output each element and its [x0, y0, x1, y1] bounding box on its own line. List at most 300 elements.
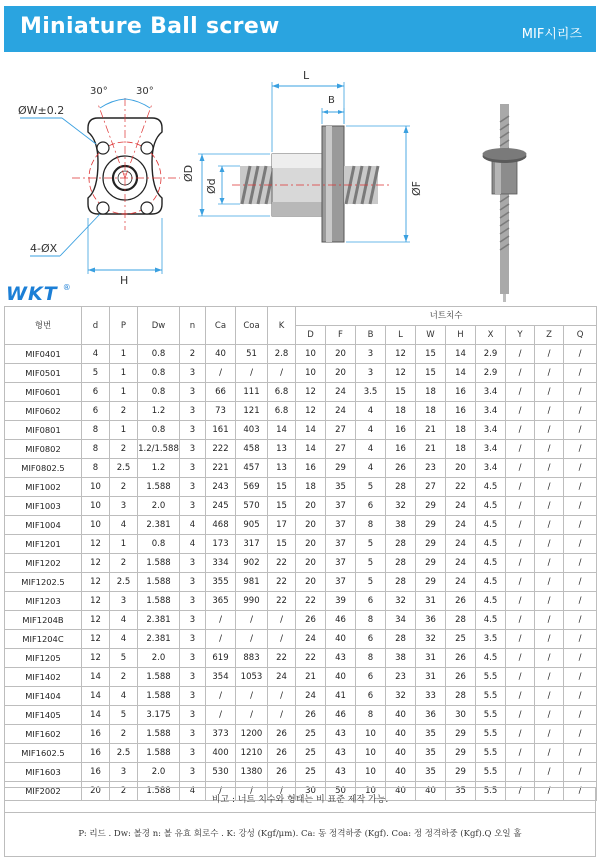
table-cell: 14 — [82, 687, 110, 706]
table-cell: 0.8 — [138, 383, 180, 402]
table-row — [5, 687, 597, 706]
table-cell: 31 — [416, 649, 446, 668]
col-header-model: 형번 — [5, 307, 82, 345]
table-cell: 2 — [110, 554, 138, 573]
table-cell: 28 — [386, 535, 416, 554]
col-header: Y — [506, 326, 535, 345]
model-cell: MIF0802.5 — [5, 459, 82, 478]
table-cell: 1.588 — [138, 744, 180, 763]
table-cell: 13 — [268, 459, 296, 478]
table-cell: 245 — [206, 497, 236, 516]
table-row — [5, 459, 597, 478]
table-cell: 6 — [356, 687, 386, 706]
table-cell: 16 — [82, 744, 110, 763]
col-header: X — [476, 326, 506, 345]
table-header — [5, 307, 597, 345]
table-cell: 22 — [268, 554, 296, 573]
table-cell: 25 — [296, 744, 326, 763]
table-cell: 14 — [296, 421, 326, 440]
table-cell: / — [506, 459, 535, 478]
table-cell: / — [535, 383, 564, 402]
table-cell: 20 — [296, 535, 326, 554]
table-cell: 20 — [296, 516, 326, 535]
table-row — [5, 668, 597, 687]
col-header: d — [82, 307, 110, 345]
table-cell: 33 — [416, 687, 446, 706]
table-cell: 40 — [386, 706, 416, 725]
table-row — [5, 516, 597, 535]
table-cell: 4 — [180, 782, 206, 801]
mounting-hole — [97, 202, 109, 214]
table-cell: 35 — [416, 763, 446, 782]
model-cell: MIF1201 — [5, 535, 82, 554]
flange-width-label: B — [328, 95, 335, 106]
table-cell: 27 — [326, 421, 356, 440]
table-cell: 0.8 — [138, 364, 180, 383]
table-cell: 10 — [356, 725, 386, 744]
table-cell: / — [564, 782, 597, 801]
table-cell: 66 — [206, 383, 236, 402]
table-cell: / — [206, 706, 236, 725]
table-cell: / — [564, 421, 597, 440]
table-cell: / — [506, 687, 535, 706]
table-cell: 468 — [206, 516, 236, 535]
table-cell: 3.4 — [476, 421, 506, 440]
table-cell: 20 — [446, 459, 476, 478]
table-cell: / — [564, 516, 597, 535]
table-cell: 28 — [386, 573, 416, 592]
table-row — [5, 383, 597, 402]
table-cell: 8 — [356, 649, 386, 668]
table-cell: 26 — [296, 611, 326, 630]
table-cell: / — [535, 459, 564, 478]
table-row — [5, 573, 597, 592]
table-cell: 34 — [386, 611, 416, 630]
table-cell: / — [506, 649, 535, 668]
table-cell: 15 — [416, 364, 446, 383]
brand-logo — [6, 283, 86, 305]
page-title: Miniature Ball screw — [20, 14, 280, 39]
table-cell: 5 — [110, 649, 138, 668]
title-banner — [4, 6, 596, 52]
table-cell: 12 — [386, 364, 416, 383]
table-cell: 35 — [446, 782, 476, 801]
table-cell: / — [506, 535, 535, 554]
spec-table — [4, 306, 597, 801]
table-cell: 18 — [446, 421, 476, 440]
table-row — [5, 611, 597, 630]
col-header: F — [326, 326, 356, 345]
table-cell: 3 — [180, 668, 206, 687]
table-cell: / — [506, 668, 535, 687]
model-cell: MIF0601 — [5, 383, 82, 402]
table-cell: / — [535, 725, 564, 744]
model-cell: MIF1602.5 — [5, 744, 82, 763]
table-cell: / — [236, 706, 268, 725]
table-cell: / — [535, 782, 564, 801]
table-cell: 1 — [110, 345, 138, 364]
table-cell: / — [564, 630, 597, 649]
table-cell: / — [535, 573, 564, 592]
table-cell: 40 — [326, 668, 356, 687]
table-cell: 8 — [356, 706, 386, 725]
table-cell: 29 — [326, 459, 356, 478]
table-cell: 46 — [326, 611, 356, 630]
table-cell: 2.8 — [268, 345, 296, 364]
table-cell: 21 — [416, 421, 446, 440]
table-cell: 10 — [356, 763, 386, 782]
table-cell: 981 — [236, 573, 268, 592]
table-cell: 1380 — [236, 763, 268, 782]
table-cell: 73 — [206, 402, 236, 421]
table-cell: 26 — [296, 706, 326, 725]
holes-label: 4-ØX — [30, 242, 58, 255]
table-cell: 317 — [236, 535, 268, 554]
table-cell: / — [506, 592, 535, 611]
table-cell: 3 — [180, 573, 206, 592]
table-cell: 29 — [416, 554, 446, 573]
table-cell: 40 — [206, 345, 236, 364]
table-row — [5, 478, 597, 497]
table-cell: / — [535, 497, 564, 516]
table-cell: 3.4 — [476, 459, 506, 478]
table-cell: 12 — [296, 402, 326, 421]
table-row — [5, 725, 597, 744]
table-cell: 14 — [296, 440, 326, 459]
table-cell: 5 — [356, 554, 386, 573]
table-cell: / — [535, 402, 564, 421]
table-cell: / — [535, 554, 564, 573]
table-cell: 2.381 — [138, 630, 180, 649]
table-cell: 1 — [110, 535, 138, 554]
table-cell: / — [535, 668, 564, 687]
table-cell: 40 — [386, 763, 416, 782]
table-cell: 3 — [180, 725, 206, 744]
table-cell: 5 — [110, 706, 138, 725]
table-cell: 570 — [236, 497, 268, 516]
table-row — [5, 706, 597, 725]
table-cell: 26 — [446, 668, 476, 687]
table-row — [5, 421, 597, 440]
table-cell: / — [506, 402, 535, 421]
table-cell: 365 — [206, 592, 236, 611]
table-cell: 373 — [206, 725, 236, 744]
table-cell: 1210 — [236, 744, 268, 763]
table-cell: 51 — [236, 345, 268, 364]
table-cell: 32 — [386, 687, 416, 706]
table-cell: 18 — [416, 383, 446, 402]
table-cell: 3 — [180, 592, 206, 611]
table-cell: / — [564, 592, 597, 611]
table-cell: 400 — [206, 744, 236, 763]
model-cell: MIF1603 — [5, 763, 82, 782]
table-cell: 3.4 — [476, 383, 506, 402]
table-cell: 8 — [82, 459, 110, 478]
series-label: MIF시리즈 — [521, 27, 582, 42]
table-cell: 161 — [206, 421, 236, 440]
table-cell: 3 — [180, 763, 206, 782]
table-cell: 28 — [386, 554, 416, 573]
col-header: Q — [564, 326, 597, 345]
table-cell: 2 — [110, 668, 138, 687]
table-cell: 31 — [416, 592, 446, 611]
table-row — [5, 763, 597, 782]
table-cell: 12 — [82, 611, 110, 630]
table-cell: 5.5 — [476, 725, 506, 744]
table-cell: 24 — [446, 535, 476, 554]
table-cell: 10 — [356, 744, 386, 763]
table-cell: / — [506, 554, 535, 573]
table-cell: / — [564, 763, 597, 782]
table-cell: 457 — [236, 459, 268, 478]
col-header: W — [416, 326, 446, 345]
model-cell: MIF1204B — [5, 611, 82, 630]
table-cell: / — [506, 478, 535, 497]
table-cell: 4 — [110, 687, 138, 706]
table-cell: 1.2 — [138, 459, 180, 478]
table-cell: 3 — [356, 345, 386, 364]
table-cell: 26 — [386, 459, 416, 478]
table-cell: 20 — [326, 364, 356, 383]
table-cell: / — [506, 744, 535, 763]
table-cell: 2.381 — [138, 611, 180, 630]
table-cell: / — [506, 706, 535, 725]
table-cell: 3 — [110, 592, 138, 611]
angle-right-label: 30° — [136, 86, 154, 97]
table-cell: 50 — [326, 782, 356, 801]
table-cell: 3 — [180, 706, 206, 725]
table-cell: 458 — [236, 440, 268, 459]
col-header: Coa — [236, 307, 268, 345]
table-cell: 22 — [296, 649, 326, 668]
table-cell: / — [564, 345, 597, 364]
table-cell: 12 — [386, 345, 416, 364]
angle-left-label: 30° — [90, 86, 108, 97]
table-cell: 16 — [82, 725, 110, 744]
model-cell: MIF1602 — [5, 725, 82, 744]
col-header: H — [446, 326, 476, 345]
table-cell: 2.381 — [138, 516, 180, 535]
table-cell: 5.5 — [476, 744, 506, 763]
mounting-hole — [141, 202, 153, 214]
table-cell: 0.8 — [138, 345, 180, 364]
table-cell: 4.5 — [476, 554, 506, 573]
table-cell: 6.8 — [268, 383, 296, 402]
model-cell: MIF2002 — [5, 782, 82, 801]
mounting-hole — [97, 142, 109, 154]
table-cell: 1 — [110, 364, 138, 383]
table-cell: / — [564, 687, 597, 706]
table-cell: / — [564, 402, 597, 421]
table-cell: 12 — [82, 592, 110, 611]
table-cell: 2.9 — [476, 345, 506, 364]
table-cell: 22 — [446, 478, 476, 497]
table-cell: / — [206, 782, 236, 801]
table-cell: 2.5 — [110, 459, 138, 478]
table-cell: 15 — [268, 478, 296, 497]
table-cell: 40 — [386, 744, 416, 763]
table-cell: 4.5 — [476, 497, 506, 516]
table-cell: / — [564, 535, 597, 554]
col-header: K — [268, 307, 296, 345]
table-cell: 5 — [82, 364, 110, 383]
table-cell: 10 — [82, 478, 110, 497]
table-cell: 905 — [236, 516, 268, 535]
table-cell: 37 — [326, 516, 356, 535]
table-cell: 1.588 — [138, 687, 180, 706]
table-cell: 12 — [82, 535, 110, 554]
table-cell: 35 — [326, 478, 356, 497]
logo-registered-mark: ® — [62, 283, 71, 292]
table-cell: 222 — [206, 440, 236, 459]
table-row — [5, 554, 597, 573]
table-cell: / — [236, 630, 268, 649]
table-cell: 3 — [180, 459, 206, 478]
table-cell: 24 — [446, 554, 476, 573]
table-row — [5, 535, 597, 554]
model-cell: MIF1002 — [5, 478, 82, 497]
table-cell: / — [564, 725, 597, 744]
table-cell: / — [506, 782, 535, 801]
col-header: Z — [535, 326, 564, 345]
table-cell: 4 — [356, 402, 386, 421]
table-cell: 1.588 — [138, 554, 180, 573]
model-cell: MIF1204C — [5, 630, 82, 649]
table-cell: 4 — [82, 345, 110, 364]
model-cell: MIF0401 — [5, 345, 82, 364]
table-cell: 8 — [82, 421, 110, 440]
shaft-dia-label: Ød — [205, 178, 218, 194]
table-cell: 2 — [180, 345, 206, 364]
table-cell: / — [535, 345, 564, 364]
table-cell: 3 — [180, 554, 206, 573]
table-cell: 24 — [326, 383, 356, 402]
table-cell: 29 — [416, 573, 446, 592]
table-cell: 18 — [386, 402, 416, 421]
table-cell: 21 — [296, 668, 326, 687]
table-cell: / — [564, 554, 597, 573]
table-cell: 4 — [180, 516, 206, 535]
table-cell: 121 — [236, 402, 268, 421]
table-cell: / — [506, 345, 535, 364]
table-cell: 20 — [296, 497, 326, 516]
table-cell: 28 — [446, 687, 476, 706]
table-cell: 1 — [110, 421, 138, 440]
table-cell: 13 — [268, 440, 296, 459]
table-row — [5, 345, 597, 364]
table-cell: / — [506, 421, 535, 440]
side-view — [198, 82, 410, 242]
table-cell: 16 — [386, 421, 416, 440]
table-cell: / — [236, 687, 268, 706]
table-cell: 14 — [82, 668, 110, 687]
table-cell: 43 — [326, 725, 356, 744]
table-cell: 37 — [326, 535, 356, 554]
table-cell: 5.5 — [476, 763, 506, 782]
table-cell: 4.5 — [476, 535, 506, 554]
table-cell: 0.8 — [138, 421, 180, 440]
table-cell: 12 — [82, 649, 110, 668]
legend-note: P: 리드 . Dw: 볼경 n: 볼 유효 회로수 . K: 강성 (Kgf/μm). Ca: 동 정격하중 (Kgf). Coa: 정 정격하중 (Kgf).Q 오일 홀 — [4, 812, 596, 857]
table-cell: 29 — [416, 497, 446, 516]
table-cell: 32 — [386, 497, 416, 516]
table-cell: / — [506, 573, 535, 592]
table-cell: / — [236, 611, 268, 630]
table-cell: 31 — [416, 668, 446, 687]
table-cell: / — [564, 497, 597, 516]
table-cell: 22 — [296, 592, 326, 611]
table-cell: 29 — [416, 516, 446, 535]
table-cell: 883 — [236, 649, 268, 668]
table-cell: 1053 — [236, 668, 268, 687]
table-cell: 28 — [446, 611, 476, 630]
table-cell: 8 — [82, 440, 110, 459]
notes-section — [4, 787, 596, 857]
table-cell: 15 — [268, 497, 296, 516]
table-cell: 902 — [236, 554, 268, 573]
table-cell: 1.2 — [138, 402, 180, 421]
model-cell: MIF0501 — [5, 364, 82, 383]
table-cell: 4 — [356, 459, 386, 478]
table-cell: 4 — [180, 535, 206, 554]
table-cell: 2.5 — [110, 744, 138, 763]
table-cell: / — [535, 516, 564, 535]
table-cell: 27 — [326, 440, 356, 459]
table-cell: 20 — [82, 782, 110, 801]
table-cell: 12 — [296, 383, 326, 402]
table-cell: 4.5 — [476, 611, 506, 630]
table-cell: 5 — [356, 535, 386, 554]
col-header: Ca — [206, 307, 236, 345]
remark-note: 비고 : 너트 치수와 형태는 비 표준 제작 가능. — [4, 787, 596, 813]
table-cell: 2.0 — [138, 649, 180, 668]
table-cell: 1.588 — [138, 725, 180, 744]
table-cell: 243 — [206, 478, 236, 497]
table-cell: 4.5 — [476, 478, 506, 497]
table-cell: 43 — [326, 744, 356, 763]
table-cell: 14 — [82, 706, 110, 725]
table-cell: 4.5 — [476, 592, 506, 611]
table-cell: / — [206, 364, 236, 383]
table-cell: 27 — [416, 478, 446, 497]
outer-dia-label: ØD — [182, 164, 195, 182]
table-cell: 24 — [446, 573, 476, 592]
table-cell: 24 — [326, 402, 356, 421]
table-cell: 6 — [356, 592, 386, 611]
logo-text: WKT — [6, 283, 58, 305]
table-cell: 6.8 — [268, 402, 296, 421]
table-cell: 2.5 — [110, 573, 138, 592]
table-cell: 20 — [296, 573, 326, 592]
table-cell: 28 — [386, 630, 416, 649]
table-row — [5, 497, 597, 516]
table-cell: 6 — [356, 497, 386, 516]
table-body — [5, 345, 597, 801]
table-row — [5, 649, 597, 668]
table-cell: / — [535, 763, 564, 782]
model-cell: MIF1404 — [5, 687, 82, 706]
table-cell: / — [535, 364, 564, 383]
table-cell: / — [535, 478, 564, 497]
table-cell: 17 — [268, 516, 296, 535]
table-cell: 26 — [268, 744, 296, 763]
table-cell: 3 — [180, 744, 206, 763]
table-cell: 16 — [446, 402, 476, 421]
table-cell: 25 — [446, 630, 476, 649]
table-cell: 37 — [326, 497, 356, 516]
col-header: D — [296, 326, 326, 345]
table-cell: 6 — [356, 668, 386, 687]
